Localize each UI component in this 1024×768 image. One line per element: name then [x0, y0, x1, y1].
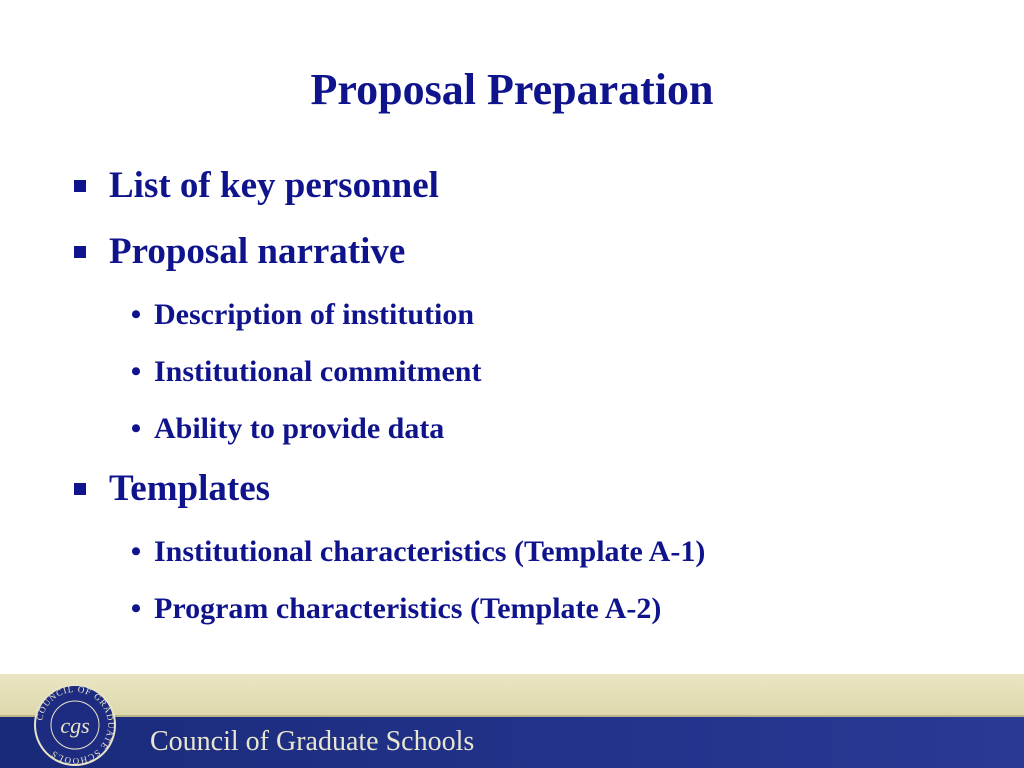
logo-ring-text: COUNCIL OF GRADUATE SCHOOLS — [34, 684, 117, 766]
bullet-text: Proposal narrative — [109, 231, 406, 272]
bullet-text: Institutional commitment — [154, 355, 482, 388]
round-bullet-icon: • — [130, 355, 142, 388]
slide-body — [70, 160, 990, 643]
bullet-text: Ability to provide data — [154, 412, 445, 445]
bullet-item-level2 — [70, 529, 990, 586]
bullet-text: Description of institution — [154, 298, 475, 331]
bullet-item-level2 — [70, 406, 990, 463]
footer-banner — [0, 674, 1024, 768]
bullet-text: List of key personnel — [109, 165, 439, 206]
round-bullet-icon: • — [130, 298, 142, 331]
square-bullet-icon — [74, 483, 86, 495]
footer-org-name: Council of Graduate Schools — [150, 726, 475, 757]
bullet-item-level1 — [70, 463, 990, 529]
bullet-item-level2 — [70, 292, 990, 349]
bullet-text: Institutional characteristics (Template A-1) — [154, 535, 706, 568]
logo-monogram: cgs — [60, 713, 90, 738]
square-bullet-icon — [74, 180, 86, 192]
bullet-text: Program characteristics (Template A-2) — [154, 592, 662, 625]
slide-title: Proposal Preparation — [310, 65, 714, 114]
bullet-item-level2 — [70, 586, 990, 643]
footer-band-light — [0, 674, 1024, 717]
bullet-text: Templates — [109, 468, 271, 509]
bullet-item-level1 — [70, 226, 990, 292]
round-bullet-icon: • — [130, 592, 142, 625]
bullet-item-level2 — [70, 349, 990, 406]
cgs-logo — [27, 684, 123, 766]
round-bullet-icon: • — [130, 412, 142, 445]
round-bullet-icon: • — [130, 535, 142, 568]
square-bullet-icon — [74, 246, 86, 258]
bullet-item-level1 — [70, 160, 990, 226]
